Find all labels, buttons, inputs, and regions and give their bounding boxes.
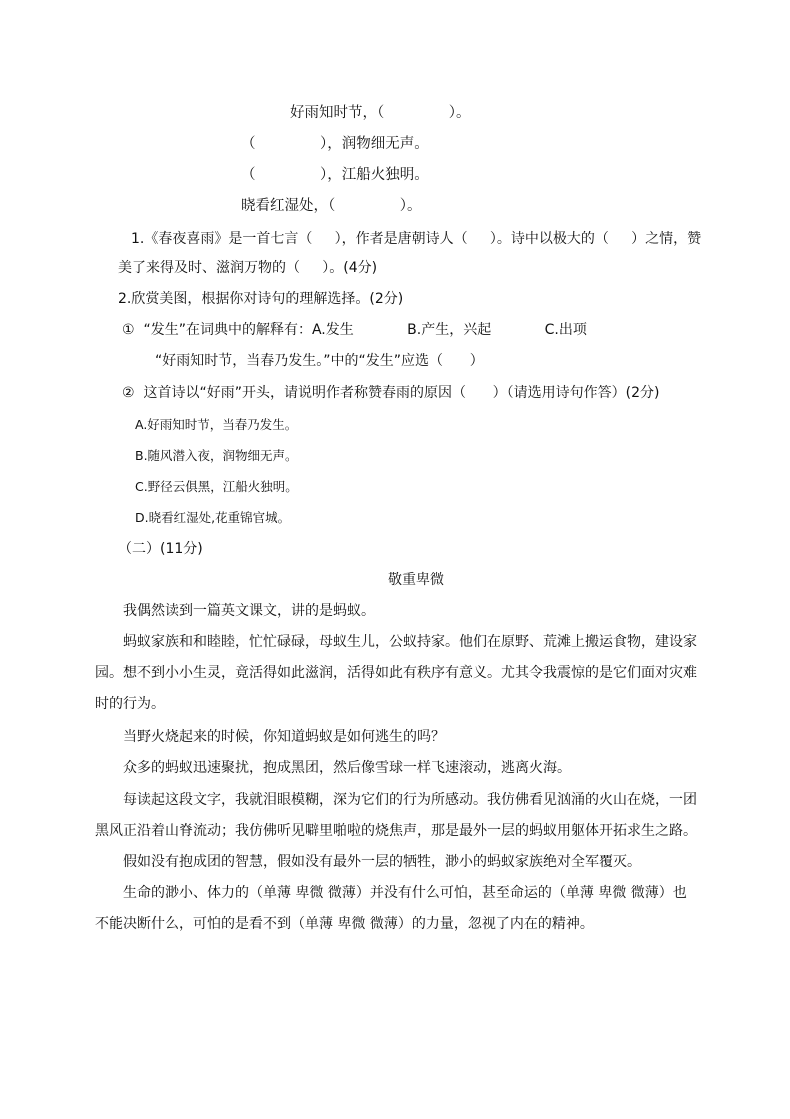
poem-line-2: （ ），润物细无声。: [241, 136, 429, 152]
passage-line: 不能决断什么，可怕的是看不到（单薄 卑微 微薄）的力量，忽视了内在的精神。: [95, 916, 594, 932]
section-2-heading: （二）(11分): [118, 541, 203, 557]
poem-line-1: 好雨知时节，（ ）。: [290, 105, 471, 121]
passage-title: 敬重卑微: [388, 572, 444, 588]
question-1-line-1: 1.《春夜喜雨》是一首七言（ ），作者是唐朝诗人（ ）。诗中以极大的（ ）之情，赞: [131, 231, 702, 247]
option-d: D.晓看红湿处,花重锦官城。: [135, 510, 291, 525]
option-b: B.随风潜入夜，润物细无声。: [135, 448, 298, 463]
passage-line: 时的行为。: [95, 696, 165, 712]
passage-line: 当野火烧起来的时候，你知道蚂蚁是如何逃生的吗？: [123, 729, 445, 745]
poem-line-3: （ ），江船火独明。: [241, 167, 429, 183]
question-2-sub-1: ① “发生”在词典中的解释有：A.发生 B.产生，兴起 C.出项: [122, 322, 587, 338]
passage-line: 我偶然读到一篇英文课文，讲的是蚂蚁。: [123, 603, 375, 619]
question-2-sub-1-question: “好雨知时节，当春乃发生。”中的“发生”应选（ ）: [155, 353, 484, 369]
question-1-line-2: 美了来得及时、滋润万物的（ ）。(4分): [118, 260, 378, 276]
passage-line: 蚂蚁家族和和睦睦，忙忙碌碌，母蚁生儿，公蚁持家。他们在原野、荒滩上搬运食物，建设家: [123, 634, 697, 650]
option-a: A.好雨知时节，当春乃发生。: [135, 417, 298, 432]
passage-line: 众多的蚂蚁迅速聚扰，抱成黑团，然后像雪球一样飞速滚动，逃离火海。: [123, 760, 571, 776]
question-2-title: 2.欣赏美图，根据你对诗句的理解选择。(2分): [118, 291, 404, 307]
passage-line: 生命的渺小、体力的（单薄 卑微 微薄）并没有什么可怕，甚至命运的（单薄 卑微 微薄）也: [123, 885, 687, 901]
option-c: C.野径云俱黑，江船火独明。: [135, 479, 298, 494]
poem-line-4: 晓看红湿处，（ ）。: [241, 198, 422, 214]
passage-line: 假如没有抱成团的智慧，假如没有最外一层的牺牲，渺小的蚂蚁家族绝对全军覆灭。: [123, 854, 641, 870]
question-2-sub-2: ② 这首诗以“好雨”开头，请说明作者称赞春雨的原因（ ）（请选用诗句作答）(2分): [122, 385, 660, 401]
passage-line: 每读起这段文字，我就泪眼模糊，深为它们的行为所感动。我仿佛看见汹涌的火山在烧，一团: [123, 792, 697, 808]
passage-line: 园。想不到小小生灵，竟活得如此滋润，活得如此有秩序有意义。尤其令我震惊的是它们面对灾难: [95, 665, 697, 681]
passage-line: 黑风正沿着山脊流动；我仿佛听见噼里啪啦的烧焦声，那是最外一层的蚂蚁用躯体开拓求生之路。: [95, 823, 697, 839]
